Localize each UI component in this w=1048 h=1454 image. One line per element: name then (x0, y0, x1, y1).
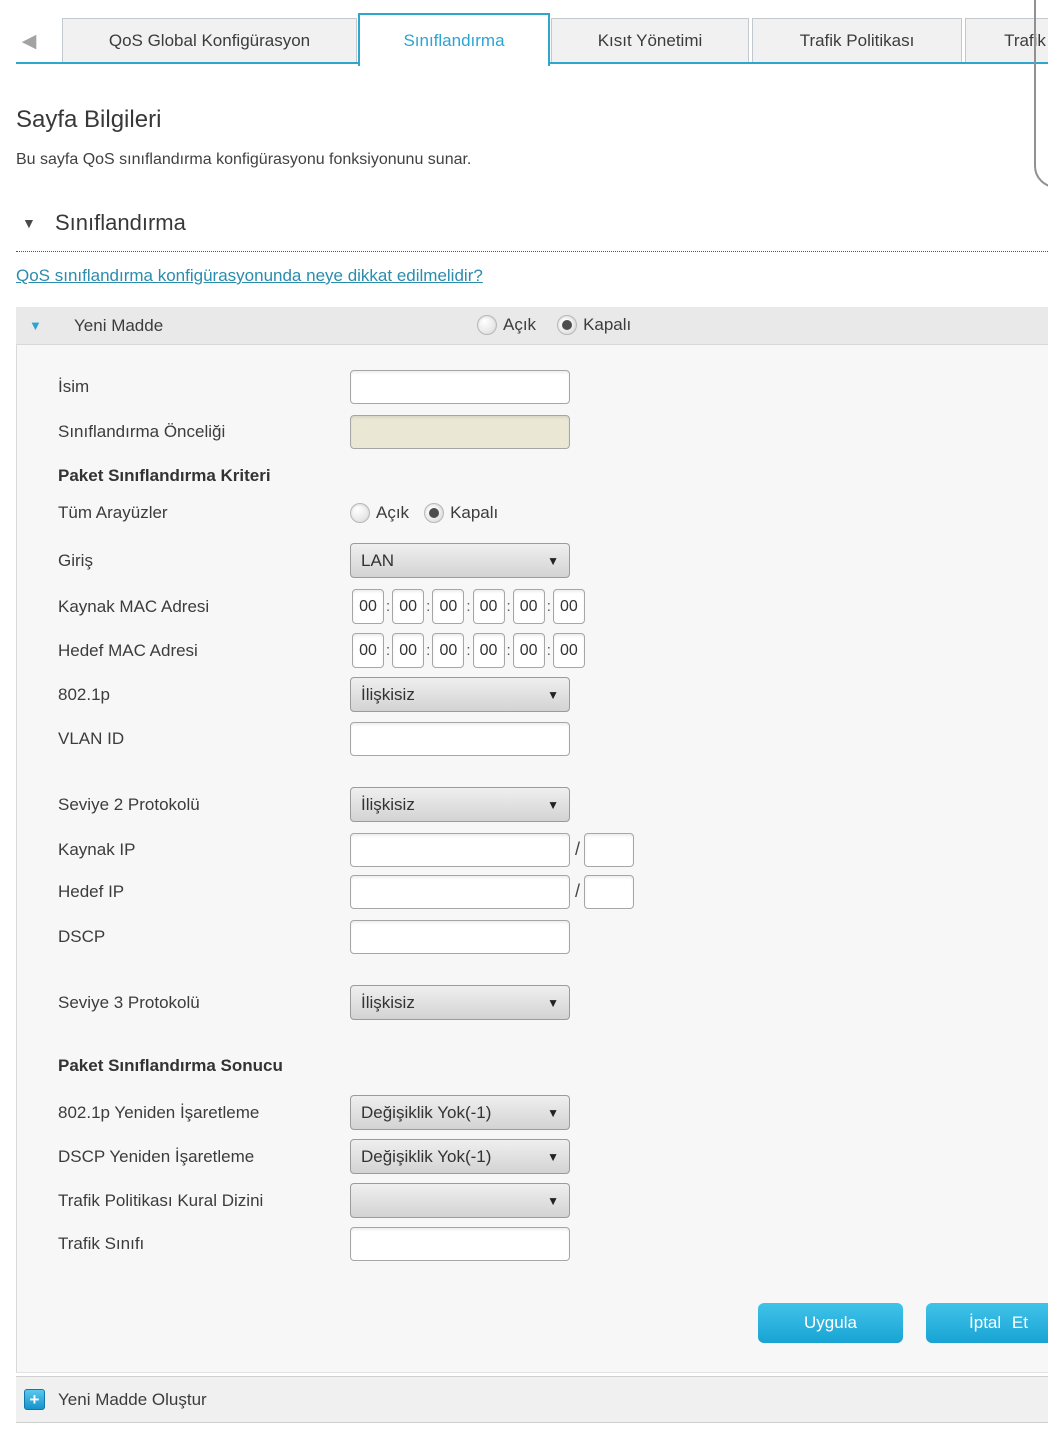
8021p-yeniden-dropdown-value: Değişiklik Yok(-1) (361, 1102, 492, 1122)
kaynak-ip-label: Kaynak IP (58, 839, 136, 859)
form-row (58, 787, 1038, 822)
seviye3-protokolu-dropdown[interactable] (350, 985, 570, 1020)
trafik-sinifi-input[interactable] (350, 1227, 570, 1261)
kaynak-mac-octet-6[interactable] (553, 589, 585, 624)
chevron-down-icon: ▼ (547, 797, 559, 812)
dscp-yeniden-isaretleme-label: DSCP Yeniden İşaretleme (58, 1146, 255, 1166)
mac-colon: : (386, 642, 391, 659)
page-title: Sayfa Bilgileri (16, 106, 162, 133)
hedef-mac-octet-1[interactable] (352, 633, 384, 668)
siniflandirma-onceligi-input (350, 415, 570, 449)
tab-trafik-truncated[interactable]: Trafik (965, 18, 1048, 62)
chevron-down-icon: ▼ (547, 1193, 559, 1208)
form-row (58, 721, 1038, 756)
plus-icon[interactable]: + (24, 1389, 45, 1410)
seviye3-protokolu-label: Seviye 3 Protokolü (58, 992, 200, 1012)
trafik-sinifi-label: Trafik Sınıfı (58, 1233, 145, 1253)
tum-arayuzler-label: Tüm Arayüzler (58, 502, 168, 522)
kaynak-mac-octet-5[interactable] (513, 589, 545, 624)
mac-colon: : (386, 598, 391, 615)
paket-siniflandirma-sonucu-header: Paket Sınıflandırma Sonucu (58, 1056, 283, 1075)
form-row (58, 1139, 1038, 1174)
tum-arayuzler-radio-kapali[interactable] (424, 503, 444, 523)
seviye2-dropdown-value: İlişkisiz (361, 794, 415, 814)
giris-dropdown[interactable] (350, 543, 570, 578)
hedef-mac-octet-5[interactable] (513, 633, 545, 668)
vlan-id-input[interactable] (350, 722, 570, 756)
form-row (58, 633, 1038, 668)
form-row (58, 919, 1038, 954)
hedef-ip-input[interactable] (350, 875, 570, 909)
hedef-mac-label: Hedef MAC Adresi (58, 640, 198, 660)
dscp-yeniden-dropdown-value: Değişiklik Yok(-1) (361, 1146, 492, 1166)
tab-scroll-left-icon[interactable]: ◀ (18, 30, 40, 54)
form-row (58, 414, 1038, 449)
form-row (58, 495, 1038, 530)
chevron-down-icon: ▼ (547, 995, 559, 1010)
siniflandirma-onceligi-label: Sınıflandırma Önceliği (58, 421, 226, 441)
dscp-yeniden-isaretleme-dropdown[interactable] (350, 1139, 570, 1174)
tab-kisit-yonetimi[interactable]: Kısıt Yönetimi (551, 18, 749, 62)
8021p-label: 802.1p (58, 684, 110, 704)
hedef-mac-octet-6[interactable] (553, 633, 585, 668)
radio-kapali-label: Kapalı (583, 315, 632, 334)
new-item-header (16, 307, 1048, 345)
giris-dropdown-value: LAN (361, 550, 395, 570)
dscp-input[interactable] (350, 920, 570, 954)
form-row (58, 677, 1038, 712)
isim-input[interactable] (350, 370, 570, 404)
giris-label: Giriş (58, 550, 93, 570)
mac-colon: : (426, 642, 431, 659)
item-collapse-icon[interactable]: ▼ (29, 318, 42, 333)
kaynak-mac-label: Kaynak MAC Adresi (58, 596, 210, 616)
kaynak-mac-octet-3[interactable] (432, 589, 464, 624)
mac-colon: : (506, 598, 511, 615)
cancel-button[interactable]: İptal Et (926, 1303, 1048, 1343)
new-item-enable-radio-group (477, 315, 631, 335)
mac-colon: : (426, 598, 431, 615)
hedef-mac-octet-3[interactable] (432, 633, 464, 668)
form-row (58, 832, 1038, 867)
dotted-separator (16, 251, 1048, 252)
form-row (58, 1183, 1038, 1218)
ip-slash-separator: / (575, 881, 581, 901)
vlan-id-label: VLAN ID (58, 728, 125, 748)
hedef-mac-octet-4[interactable] (473, 633, 505, 668)
new-item-title: Yeni Madde (74, 316, 164, 335)
form-row (58, 874, 1038, 909)
tab-qos-global-konfigurasyon[interactable]: QoS Global Konfigürasyon (62, 18, 357, 62)
kaynak-mac-octet-1[interactable] (352, 589, 384, 624)
mac-colon: : (546, 642, 551, 659)
tab-bar (0, 0, 1048, 66)
page-description: Bu sayfa QoS sınıflandırma konfigürasyonu fonksiyonunu sunar. (16, 151, 472, 168)
form-row (58, 985, 1038, 1020)
trafik-politikasi-kural-dizini-dropdown[interactable] (350, 1183, 570, 1218)
section-title: Sınıflandırma (55, 210, 186, 235)
8021p-dropdown-value: İlişkisiz (361, 684, 415, 704)
kaynak-mac-octet-2[interactable] (392, 589, 424, 624)
form-row (58, 369, 1038, 404)
8021p-yeniden-isaretleme-label: 802.1p Yeniden İşaretleme (58, 1102, 260, 1122)
kaynak-mac-octet-4[interactable] (473, 589, 505, 624)
tum-arayuzler-kapali-label: Kapalı (450, 502, 499, 522)
form-row (58, 1226, 1038, 1261)
mac-colon: : (546, 598, 551, 615)
seviye3-dropdown-value: İlişkisiz (361, 992, 415, 1012)
radio-acik-label: Açık (503, 315, 537, 334)
seviye2-protokolu-label: Seviye 2 Protokolü (58, 794, 200, 814)
section-collapse-icon[interactable]: ▼ (22, 215, 36, 231)
hedef-ip-label: Hedef IP (58, 881, 125, 901)
tum-arayuzler-radio-acik[interactable] (350, 503, 370, 523)
mac-colon: : (466, 598, 471, 615)
new-item-form-panel (16, 345, 1048, 1373)
form-row (58, 1095, 1038, 1130)
form-row (58, 589, 1038, 624)
mac-colon: : (466, 642, 471, 659)
tum-arayuzler-acik-label: Açık (376, 502, 410, 522)
radio-acik[interactable] (477, 315, 497, 335)
tab-trafik-politikasi[interactable]: Trafik Politikası (752, 18, 962, 62)
chevron-down-icon: ▼ (547, 1105, 559, 1120)
mac-colon: : (506, 642, 511, 659)
form-row (58, 543, 1038, 578)
create-new-item-bar[interactable] (16, 1376, 1048, 1423)
kaynak-ip-prefix-input[interactable] (584, 833, 634, 867)
seviye2-protokolu-dropdown[interactable] (350, 787, 570, 822)
ip-slash-separator: / (575, 839, 581, 859)
chevron-down-icon: ▼ (547, 553, 559, 568)
isim-label: İsim (58, 376, 90, 396)
hedef-ip-prefix-input[interactable] (584, 875, 634, 909)
8021p-dropdown[interactable] (350, 677, 570, 712)
paket-siniflandirma-kriteri-header: Paket Sınıflandırma Kriteri (58, 466, 271, 485)
trafik-politikasi-kural-dizini-label: Trafik Politikası Kural Dizini (58, 1190, 264, 1210)
qos-help-link[interactable]: QoS sınıflandırma konfigürasyonunda neye dikkat edilmelidir? (16, 266, 483, 285)
hedef-mac-octet-2[interactable] (392, 633, 424, 668)
apply-button[interactable]: Uygula (758, 1303, 903, 1343)
8021p-yeniden-isaretleme-dropdown[interactable] (350, 1095, 570, 1130)
chevron-down-icon: ▼ (547, 687, 559, 702)
create-new-item-label: Yeni Madde Oluştur (58, 1389, 207, 1409)
kaynak-ip-input[interactable] (350, 833, 570, 867)
radio-kapali[interactable] (557, 315, 577, 335)
dscp-label: DSCP (58, 926, 106, 946)
tab-siniflandirma[interactable]: Sınıflandırma (358, 13, 550, 66)
chevron-down-icon: ▼ (547, 1149, 559, 1164)
